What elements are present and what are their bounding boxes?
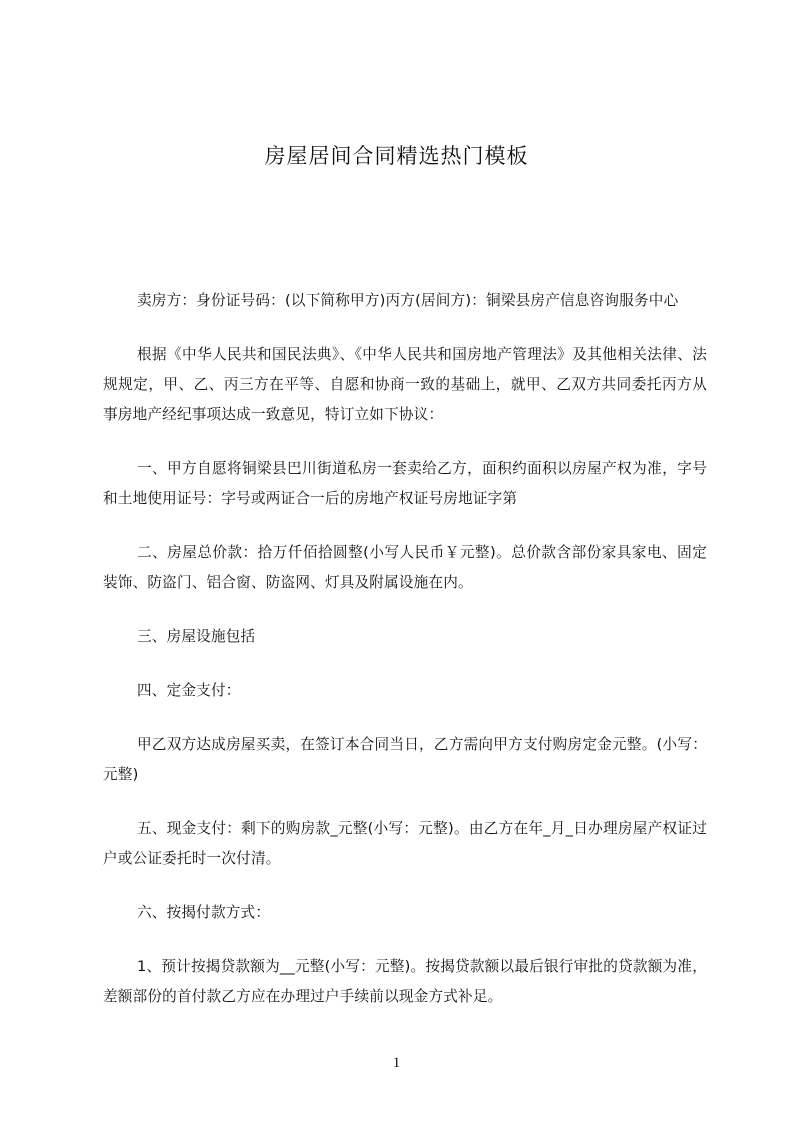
paragraph-clause-2: 二、房屋总价款：拾万仟佰拾圆整(小写人民币￥元整)。总价款含部份家具家电、固定装饰、防盗门、铝合窗、防盗网、灯具及附属设施在内。 bbox=[103, 544, 707, 591]
paragraph-clause-3: 三、房屋设施包括 bbox=[137, 628, 256, 645]
paragraph-legal-basis: 根据《中华人民共和国民法典》、《中华人民共和国房地产管理法》及其他相关法律、法规规定，甲、乙、丙三方在平等、自愿和协商一致的基础上，就甲、乙双方共同委托丙方从事房地产经纪事项达成一致意见，特订立如下协议： bbox=[103, 346, 707, 423]
paragraph-clause-4: 四、定金支付： bbox=[137, 682, 241, 699]
document-body bbox=[103, 286, 707, 1036]
paragraph-deposit: 甲乙双方达成房屋买卖，在签订本合同当日，乙方需向甲方支付购房定金元整。(小写：元整) bbox=[103, 736, 707, 783]
paragraph-clause-6: 六、按揭付款方式： bbox=[137, 904, 271, 921]
paragraph-clause-1: 一、甲方自愿将铜梁县巴川街道私房一套卖给乙方，面积约面积以房屋产权为准，字号和土地使用证号：字号或两证合一后的房地产权证号房地证字第 bbox=[103, 460, 707, 507]
document-title: 房屋居间合同精选热门模板 bbox=[264, 144, 529, 168]
paragraph-clause-5: 五、现金支付：剩下的购房款_元整(小写：元整)。由乙方在年_月_日办理房屋产权证过户或公证委托时一次付清。 bbox=[103, 820, 707, 867]
paragraph-parties: 卖房方：身份证号码：(以下简称甲方)丙方(居间方)：铜梁县房产信息咨询服务中心 bbox=[137, 292, 679, 309]
page-number: 1 bbox=[392, 1055, 401, 1071]
paragraph-mortgage-1: 1、预计按揭贷款额为__元整(小写：元整)。按揭贷款额以最后银行审批的贷款额为准，差额部份的首付款乙方应在办理过户手续前以现金方式补足。 bbox=[103, 958, 707, 1005]
